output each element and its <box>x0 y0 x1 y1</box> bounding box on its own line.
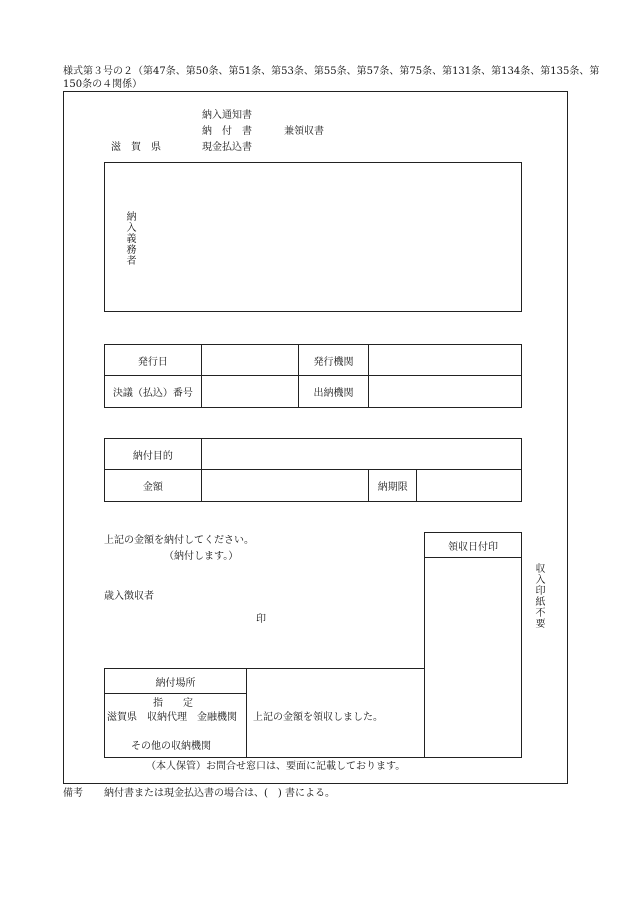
due-date-label: 納期限 <box>369 470 417 502</box>
payment-place-box <box>104 668 425 758</box>
decision-number-value[interactable] <box>201 376 298 408</box>
amount-label: 金額 <box>105 470 202 502</box>
payer-box <box>104 162 522 312</box>
receipt-confirm-text: 上記の金額を領収しました。 <box>253 712 383 723</box>
title-cash-deposit: 現金払込書 <box>202 142 252 153</box>
issuer-org-label: 発行機関 <box>298 345 369 376</box>
agent-bank-line: 滋賀県 収納代理 金融機関 <box>107 712 237 723</box>
title-payment-slip: 納 付 書 <box>202 126 252 137</box>
issue-table <box>104 344 522 408</box>
issuer-org-value[interactable] <box>369 345 522 376</box>
purpose-label: 納付目的 <box>105 439 202 470</box>
purpose-value[interactable] <box>201 439 521 470</box>
due-date-value[interactable] <box>417 470 522 502</box>
designated-label: 指 定 <box>153 698 193 709</box>
form-reference-line-1: 様式第３号の２（第47条、第50条、第51条、第53条、第55条、第57条、第75条、第131条、第134条、第135条、第 <box>63 66 600 77</box>
revenue-stamp-note: 収入印紙不要 <box>533 563 544 629</box>
issuer-prefecture: 滋 賀 県 <box>111 142 161 153</box>
decision-number-label: 決議（払込）番号 <box>105 376 202 408</box>
keep-note: （本人保管）お問合せ窓口は、要面に記載しております。 <box>146 761 406 772</box>
issue-date-value[interactable] <box>201 345 298 376</box>
request-line-2: （納付します。） <box>164 551 239 562</box>
form-reference-line-2: 150条の４関係） <box>63 79 143 90</box>
other-institution: その他の収納機関 <box>131 741 211 752</box>
title-notice: 納入通知書 <box>202 110 252 121</box>
payment-place-label: 納付場所 <box>105 669 246 694</box>
treasurer-value[interactable] <box>369 376 522 408</box>
issue-date-label: 発行日 <box>105 345 202 376</box>
collector-label: 歳入徴収者 <box>104 591 154 602</box>
title-receipt-combined: 兼領収書 <box>284 126 324 137</box>
amount-value[interactable] <box>201 470 369 502</box>
payment-table <box>104 438 522 502</box>
seal-mark: 印 <box>256 614 266 625</box>
payer-label: 納入義務者 <box>124 211 135 266</box>
receipt-stamp-box <box>424 532 522 758</box>
receipt-stamp-label: 領収日付印 <box>425 533 521 558</box>
payment-place-divider <box>246 669 247 757</box>
remarks-label: 備考 <box>63 788 83 799</box>
remarks-text: 納付書または現金払込書の場合は、( ) 書による。 <box>104 788 335 799</box>
treasurer-label: 出納機関 <box>298 376 369 408</box>
request-line-1: 上記の金額を納付してください。 <box>104 535 254 546</box>
